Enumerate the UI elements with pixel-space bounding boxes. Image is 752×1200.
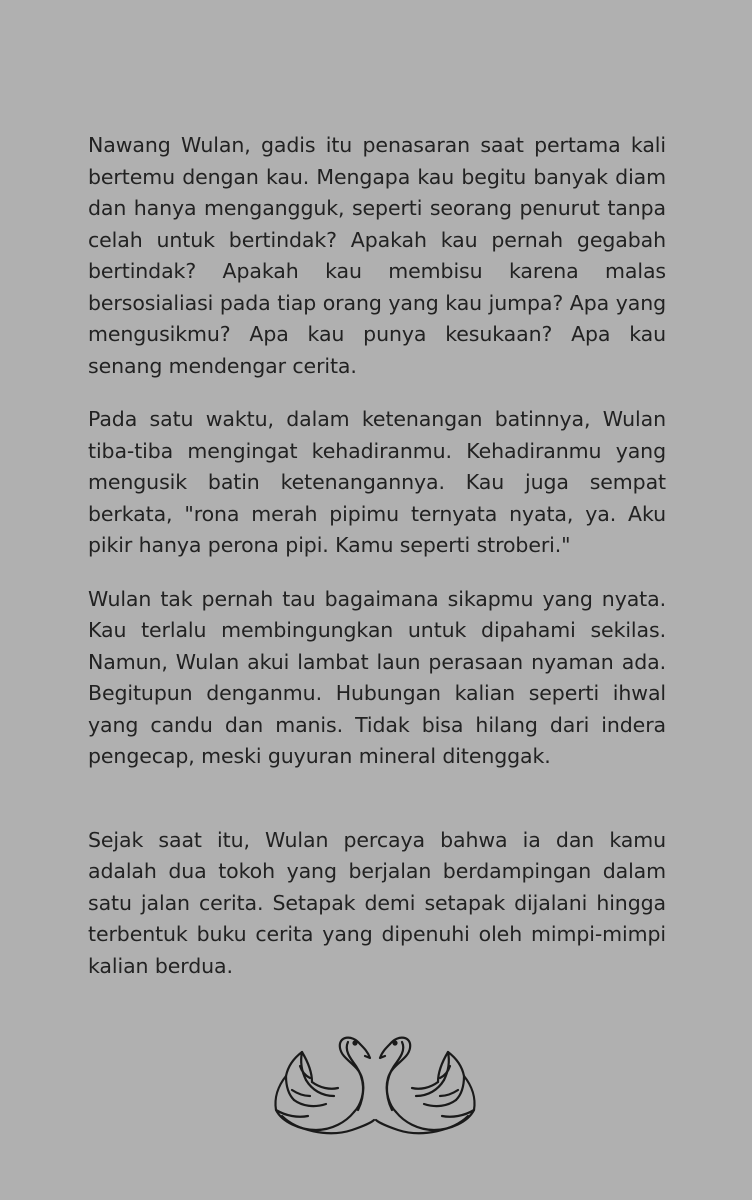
swan-pair-icon bbox=[272, 1030, 478, 1142]
left-swan-icon bbox=[275, 1038, 374, 1134]
paragraph-4: Sejak saat itu, Wulan percaya bahwa ia dan kamu adalah dua tokoh yang berjalan berdampingan dalam satu jalan cerita. Setapak demi setapak dijalani hingga terbentuk buku cerita yang dipenuhi oleh mimpi-mimpi kalian berdua. bbox=[88, 827, 666, 978]
paragraph-1: Nawang Wulan, gadis itu penasaran saat pertama kali bertemu dengan kau. Mengapa kau begitu banyak diam dan hanya mengangguk, seperti seorang penurut tanpa celah untuk bertindak? Apakah kau pernah gegabah bertindak? Apakah kau membisu karena malas bersosialiasi pada tiap orang yang kau jumpa? Apa yang mengusikmu? Apa kau punya kesukaan? Apa kau senang mendengar cerita. bbox=[88, 133, 666, 378]
paragraph-3: Wulan tak pernah tau bagaimana sikapmu yang nyata. Kau terlalu membingungkan untuk dipahami sekilas. Namun, Wulan akui lambat laun perasaan nyaman ada. Begitupun denganmu. Hubungan kalian seperti ihwal yang candu dan manis. Tidak bisa hilang dari indera pengecap, meski guyuran mineral ditenggak. bbox=[88, 586, 666, 768]
paragraph-2: Pada satu waktu, dalam ketenangan batinnya, Wulan tiba-tiba mengingat kehadiranmu. Kehadiranmu yang mengusik batin ketenangannya. Kau juga sempat berkata, "rona merah pipimu ternyata nyata, ya. Aku pikir hanya perona pipi. Kamu seperti stroberi." bbox=[88, 407, 666, 557]
story-text bbox=[88, 130, 666, 982]
right-swan-icon bbox=[376, 1038, 475, 1134]
